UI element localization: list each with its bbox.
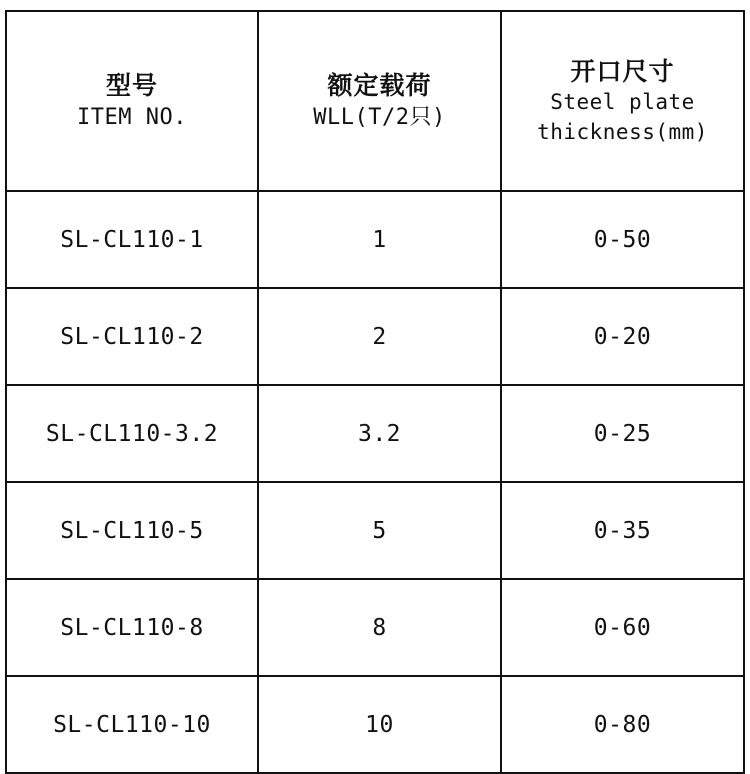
cell-wll-text: 10 [365,711,394,738]
cell-wll [258,579,501,676]
table-row [6,288,744,385]
table-row [6,191,744,288]
cell-item-no-text: SL-CL110-8 [60,614,204,641]
cell-wll [258,676,501,773]
cell-item-no-text: SL-CL110-5 [60,517,204,544]
table-row [6,579,744,676]
cell-wll-text: 8 [372,614,387,641]
cell-item-no [6,288,258,385]
column-header-item-no-en: ITEM NO. [77,105,187,131]
cell-wll-text: 1 [372,226,387,253]
cell-opening-text: 0-50 [593,226,652,253]
cell-item-no-text: SL-CL110-2 [60,323,204,350]
column-header-wll [258,11,501,191]
cell-opening-text: 0-25 [593,420,652,447]
cell-item-no-text: SL-CL110-3.2 [45,420,219,447]
cell-item-no [6,385,258,482]
cell-opening [501,676,744,773]
table-row [6,385,744,482]
cell-opening [501,385,744,482]
column-header-wll-en: WLL(T/2只) [313,105,446,131]
cell-wll [258,191,501,288]
cell-wll [258,482,501,579]
cell-item-no [6,676,258,773]
cell-wll-text: 5 [372,517,387,544]
cell-opening-text: 0-80 [593,711,652,738]
cell-wll-text: 3.2 [357,420,402,447]
table-body [6,191,744,773]
cell-wll-text: 2 [372,323,387,350]
table-row [6,676,744,773]
table-row [6,482,744,579]
table-header-row [6,11,744,191]
cell-opening [501,482,744,579]
product-specification-table [5,10,745,774]
cell-opening-text: 0-60 [593,614,652,641]
cell-wll [258,288,501,385]
cell-item-no [6,191,258,288]
cell-opening-text: 0-20 [593,323,652,350]
cell-wll [258,385,501,482]
cell-item-no [6,482,258,579]
column-header-opening-en-line1: Steel plate [550,89,695,114]
table-header [6,11,744,191]
column-header-opening [501,11,744,191]
column-header-wll-cn: 额定载荷 [327,70,432,100]
cell-item-no [6,579,258,676]
cell-item-no-text: SL-CL110-1 [60,226,204,253]
cell-opening [501,579,744,676]
column-header-opening-en-line2: thickness(mm) [537,119,708,144]
cell-opening-text: 0-35 [593,517,652,544]
column-header-item-no-cn: 型号 [105,70,158,100]
column-header-opening-cn: 开口尺寸 [570,56,675,86]
cell-opening [501,191,744,288]
cell-opening [501,288,744,385]
column-header-item-no [6,11,258,191]
cell-item-no-text: SL-CL110-10 [53,711,211,738]
